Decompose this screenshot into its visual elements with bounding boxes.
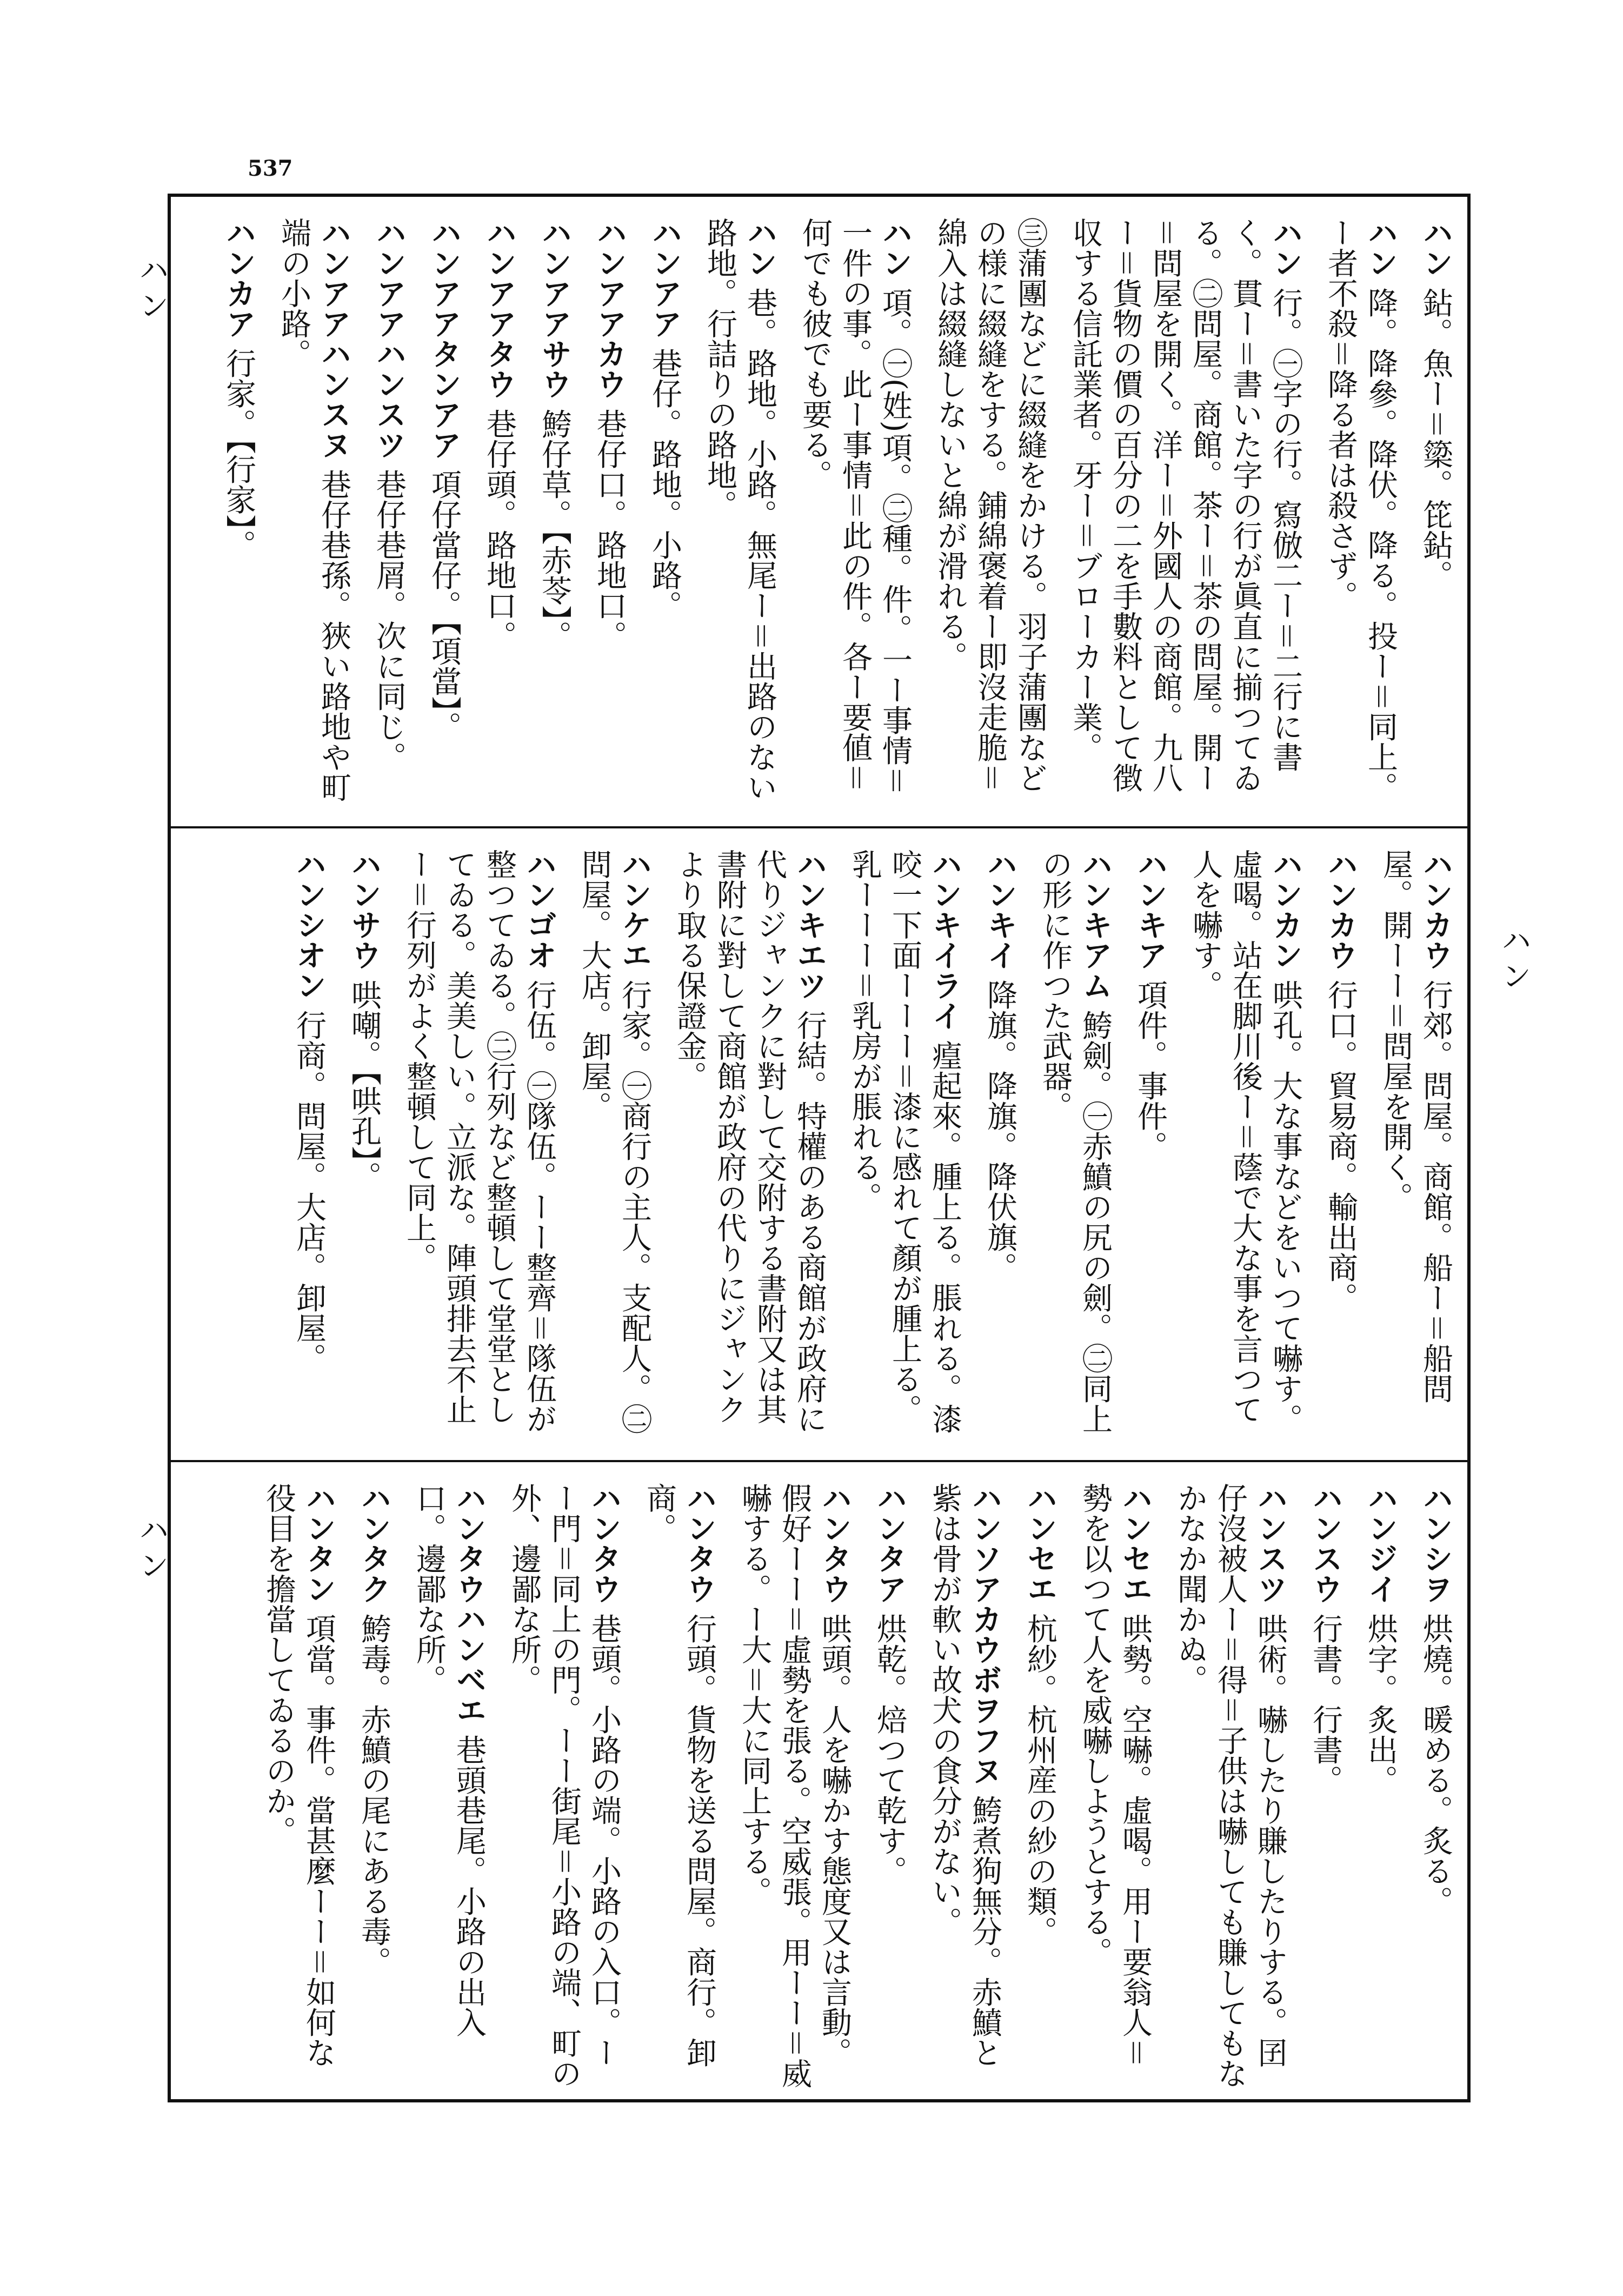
entry-columns	[183, 1483, 1455, 2091]
dictionary-entry	[669, 849, 829, 1448]
dictionary-entry	[1320, 849, 1360, 1448]
dictionary-entry	[218, 217, 258, 814]
entry-definition: 巷。路地。小路。無尾ー＝出路のない路地。行詰りの路地。	[702, 217, 777, 802]
entry-definition: 行郊。問屋。商館。船ー＝船問屋。開ーー＝問屋を開く。	[1378, 849, 1453, 1404]
dictionary-entry	[980, 849, 1020, 1448]
dictionary-entry	[399, 849, 559, 1448]
dictionary-entry	[1415, 217, 1455, 814]
entry-headword: ハンサウ	[347, 849, 382, 970]
entry-definition: 巷仔巷孫。狹い路地や町端の小路。	[276, 217, 351, 802]
entry-definition: 行商。問屋。大店。卸屋。	[291, 1010, 327, 1373]
dictionary-entry	[1170, 1483, 1290, 2091]
dictionary-entry	[795, 217, 915, 814]
entry-headword: ハンカア	[221, 217, 256, 339]
entry-headword: ハンスウ	[1308, 1483, 1343, 1604]
entry-headword: ハンシオン	[291, 849, 327, 1000]
entry-definition: 項當。事件。當甚麼ーー＝如何な役目を擔當してゐるのか。	[261, 1483, 336, 2068]
dictionary-entry	[1415, 1483, 1455, 2091]
entry-definition: 哄勢。空嚇。虛喝。用ー要翁人＝勢を以つて人を威嚇しようとする。	[1077, 1483, 1153, 2068]
dictionary-entry	[479, 217, 519, 814]
entry-definition: 項仔當仔。【項當】。	[427, 469, 462, 742]
entry-definition: 降。降參。降伏。降る。投ー＝同上。ー者不殺＝降る者は殺さず。	[1323, 217, 1398, 802]
entry-definition: 哄頭。人を嚇かす態度又は言動。假好ーー＝虛勢を張る。空威張。用ーー＝威嚇する。ー大＝大に同上する。	[737, 1483, 852, 2088]
dictionary-entry	[344, 849, 384, 1448]
entry-headword: ハンソアカウボヲフヌ	[967, 1483, 1002, 1786]
entry-headword: ハンカウ	[1418, 849, 1453, 970]
dictionary-entry	[1020, 1483, 1060, 2091]
dictionary-entry	[424, 217, 464, 814]
entry-headword: ハン	[1363, 217, 1398, 278]
dictionary-entry	[639, 1483, 719, 2091]
band-bottom	[171, 1462, 1467, 2102]
entry-definition: 行書。行書。	[1308, 1613, 1343, 1795]
entry-definition: 行家。【行家】。	[221, 348, 256, 560]
dictionary-entry	[924, 1483, 1005, 2091]
entry-headword: ハンアアハンスヌ	[316, 217, 351, 460]
entry-definition: 巷仔頭。路地口。	[482, 408, 517, 651]
dictionary-entry	[534, 217, 574, 814]
entry-headword: ハンタウ	[587, 1483, 622, 1604]
entry-definition: 㾮起來。腫上る。脹れる。漆咬一下面ーーー＝漆に感れて顏が腫上る。乳ーーー＝乳房が脹れる。	[847, 849, 962, 1434]
entry-definition: 哄術。嚇したり賺したりする。囝仔沒被人ー＝得＝子供は嚇しても賺してもなかなか聞かぬ。	[1173, 1483, 1288, 2088]
band-middle	[171, 828, 1467, 1462]
dictionary-entry	[1185, 849, 1305, 1448]
entry-headword: ハンジイ	[1363, 1483, 1398, 1604]
dictionary-entry	[869, 1483, 909, 2091]
entry-definition: 鮬劍。㊀赤鱝の尻の劍。㊁同上の形に作つた武器。	[1037, 849, 1113, 1434]
entry-columns	[183, 217, 1455, 814]
page-number: 537	[248, 156, 293, 181]
entry-definition: 鮬仔草。【赤苓】。	[537, 408, 572, 651]
entry-headword: ハンアア	[647, 217, 682, 339]
entry-headword: ハンケエ	[617, 849, 652, 970]
entry-definition: 巷仔巷屑。次に同じ。	[371, 469, 407, 772]
dictionary-entry	[1035, 849, 1115, 1448]
entry-definition: 哄嘲。【哄孔】。	[347, 979, 382, 1192]
entry-definition: 鮬毒。赤鱝の尾にある毒。	[356, 1613, 391, 1977]
dictionary-entry	[644, 217, 684, 814]
entry-definition: 烘燒。暖める。炙る。	[1418, 1613, 1453, 1916]
entry-headword: ハンアアタンアア	[427, 217, 462, 460]
entry-definition: 行伍。㊀隊伍。ーー整齊＝隊伍が整つてゐる。㊁行列など整頓して堂堂としてゐる。美美しい。立派な。陣頭排去不止ー＝行列がよく整頓して同上。	[402, 849, 557, 1434]
entry-definition: 巷仔口。路地口。	[592, 408, 627, 651]
dictionary-entry	[574, 849, 654, 1448]
entry-definition: 鉆。魚ー＝簗。笓鉆。	[1418, 287, 1453, 590]
entry-definition: 烘乾。焙つて乾す。	[872, 1613, 907, 1886]
entry-headword: ハンゴオ	[522, 849, 557, 970]
entry-headword: ハンタン	[301, 1483, 336, 1604]
entry-definition: 項件。事件。	[1133, 979, 1168, 1162]
entry-headword: ハンスツ	[1253, 1483, 1288, 1604]
side-mark-middle: ハン	[1496, 925, 1532, 996]
entry-headword: ハン	[1268, 217, 1303, 278]
entry-definition: 烘字。炙出。	[1363, 1613, 1398, 1795]
entry-definition: 杭紗。杭州産の紗の類。	[1022, 1613, 1057, 1947]
entry-definition: 巷頭。小路の端。小路の入口。ーー門＝同上の門。ーー街尾＝小路の端、町の外、邊鄙な所。	[507, 1483, 622, 2088]
entry-headword: ハンセエ	[1022, 1483, 1057, 1604]
dictionary-entry	[258, 1483, 338, 2091]
entry-headword: ハンタク	[356, 1483, 391, 1604]
dictionary-entry	[930, 217, 1050, 814]
entry-headword: ハンキイ	[982, 849, 1017, 970]
dictionary-entry	[504, 1483, 624, 2091]
side-mark-top: ハン	[134, 254, 169, 326]
entry-headword: ハンシヲ	[1418, 1483, 1453, 1604]
dictionary-entry	[1360, 1483, 1400, 2091]
dictionary-entry	[734, 1483, 854, 2091]
entry-headword: ハンカン	[1268, 849, 1303, 970]
entry-headword: ハンタア	[872, 1483, 907, 1604]
entry-headword: ハンキアム	[1077, 849, 1113, 1000]
entry-definition: 巷頭巷尾。小路の出入口。邊鄙な所。	[411, 1483, 487, 2038]
entry-definition: 行結。特權のある商館が政府に代りジャンクに對して交附する書附又は其書附に對して商館が政府の代りにジャンクより取る保證金。	[672, 849, 827, 1434]
entry-definition: 鮬煮狗無分。赤鱝と紫は骨が軟い故犬の食分がない。	[927, 1483, 1002, 2068]
entry-headword: ハン	[1418, 217, 1453, 278]
entry-columns	[183, 849, 1455, 1448]
dictionary-entry	[589, 217, 629, 814]
entry-headword: ハンアアタウ	[482, 217, 517, 399]
entry-headword: ハンアアハンスツ	[371, 217, 407, 460]
dictionary-entry	[1130, 849, 1170, 1448]
entry-headword: ハンタウ	[817, 1483, 852, 1604]
entry-definition: 降旗。降旗。降伏旗。	[982, 979, 1017, 1283]
dictionary-entry	[844, 849, 965, 1448]
dictionary-entry	[700, 217, 780, 814]
dictionary-entry	[274, 217, 354, 814]
entry-headword: ハンタウ	[682, 1483, 717, 1604]
entry-headword: ハン	[742, 217, 777, 278]
entry-definition: 巷仔。路地。小路。	[647, 348, 682, 621]
dictionary-entry	[369, 217, 409, 814]
entry-headword: ハンアアカウ	[592, 217, 627, 399]
side-mark-bottom: ハン	[134, 1514, 169, 1585]
entry-headword: ハンアアサウ	[537, 217, 572, 399]
entry-definition: 哄孔。大な事などをいつて嚇す。虛喝。站在脚川後ー＝蔭で大な事を言つて人を嚇す。	[1188, 849, 1303, 1434]
entry-headword: ハンセエ	[1118, 1483, 1153, 1604]
dictionary-entry	[1320, 217, 1400, 814]
dictionary-entry	[1065, 217, 1305, 814]
dictionary-entry	[1075, 1483, 1155, 2091]
dictionary-entry	[1305, 1483, 1345, 2091]
entry-headword: ハンカウ	[1323, 849, 1358, 970]
band-top	[171, 197, 1467, 828]
entry-definition: 行家。㊀商行の主人。支配人。㊁問屋。大店。卸屋。	[577, 849, 652, 1434]
entry-headword: ハンキイライ	[927, 849, 962, 1031]
dictionary-entry	[354, 1483, 394, 2091]
dictionary-entry	[289, 849, 329, 1448]
dictionary-frame	[168, 194, 1471, 2102]
entry-definition: 項。㊀(姓)項。㊁種。件。一ー事情＝一件の事。此ー事情＝此の件。各ー要値＝何でも彼でも要る。	[797, 217, 913, 796]
entry-headword: ハンキア	[1133, 849, 1168, 970]
entry-headword: ハン	[877, 217, 913, 278]
entry-definition: 行。㊀字の行。寫倣二ー＝二行に書く。貫ー＝書いた字の行が眞直に揃つてゐる。㊁問屋。商館。茶ー＝茶の問屋。開ー＝問屋を開く。洋ー＝外國人の商館。九八ー＝貨物の價の百分の二を手數料として徴収する信託業者。牙ー＝ブローカー業。	[1068, 217, 1303, 793]
entry-definition: 行口。貿易商。輸出商。	[1323, 979, 1358, 1313]
dictionary-entry	[409, 1483, 489, 2091]
entry-headword: ハンキエツ	[792, 849, 827, 1000]
entry-definition: 行頭。貨物を送る問屋。商行。卸商。	[642, 1483, 717, 2068]
entry-definition: ㊂蒲團などに綴縫をかける。羽子蒲團などの様に綴縫をする。鋪綿褒着ー即沒走脆＝綿入は綴縫しないと綿が滑れる。	[933, 217, 1048, 793]
entry-headword: ハンタウハンベエ	[451, 1483, 487, 1725]
dictionary-entry	[1375, 849, 1455, 1448]
